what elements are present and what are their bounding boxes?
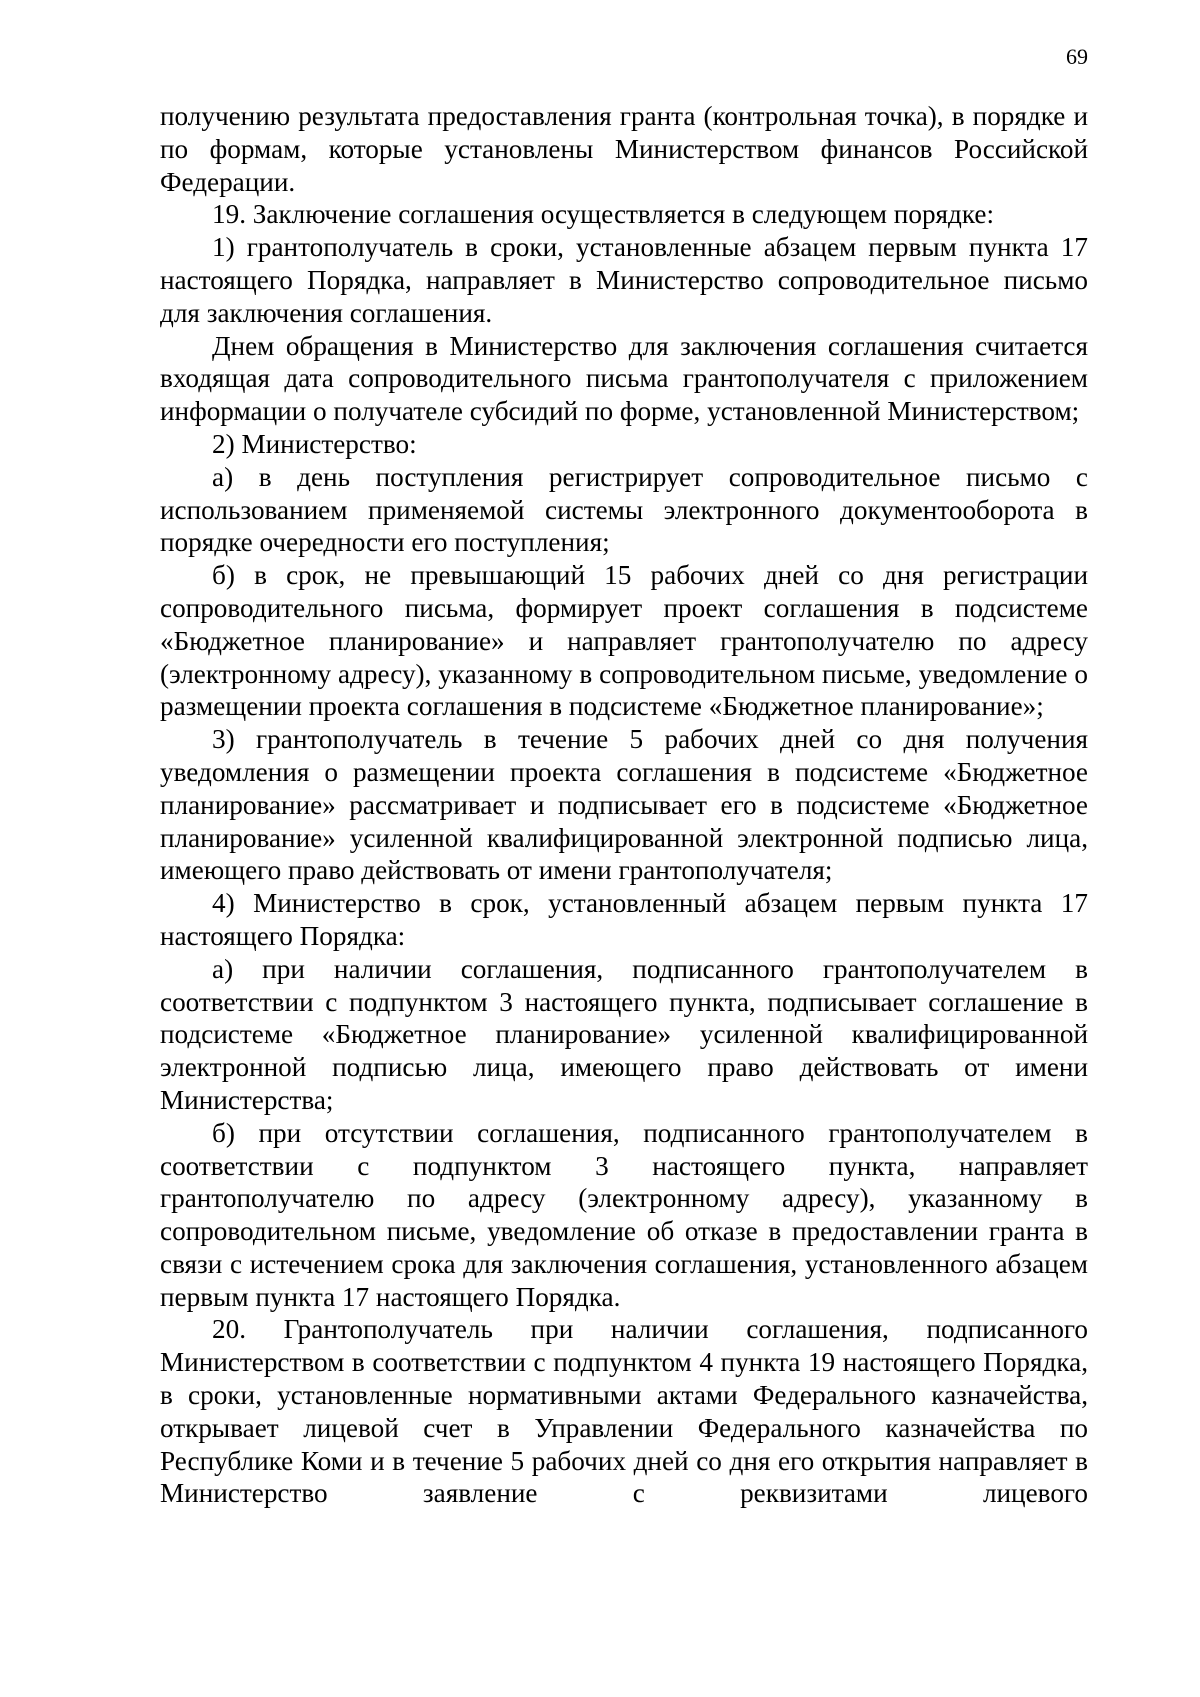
paragraph-subitem-1: 1) грантополучатель в сроки, установленные абзацем первым пункта 17 настоящего Порядка, направляет в Министерство сопроводительное письмо для заключения соглашения. xyxy=(160,232,1088,328)
paragraph-subitem-4a: а) при наличии соглашения, подписанного грантополучателем в соответствии с подпунктом 3 настоящего пункта, подписывает соглашение в подсистеме «Бюджетное планирование» усиленной квалифицированной электронной подписью лица, имеющего право действовать от имени Министерства; xyxy=(160,953,1088,1115)
paragraph-application-date: Днем обращения в Министерство для заключения соглашения считается входящая дата сопроводительного письма грантополучателя с приложением информации о получателе субсидий по форме, установленной Министерством; xyxy=(160,330,1088,427)
paragraph-subitem-2a: а) в день поступления регистрирует сопроводительное письмо с использованием применяемой системы электронного документооборота в порядке очередности его поступления; xyxy=(160,461,1088,558)
paragraph-item-20: 20. Грантополучатель при наличии соглашения, подписанного Министерством в соответствии с подпунктом 4 пункта 19 настоящего Порядка, в сроки, установленные нормативными актами Федерального казначейства, открывает лицевой счет в Управлении Федерального казначейства по Республике Коми и в течение 5 рабочих дней со дня его открытия направляет в Министерство заявление с реквизитами лицевого xyxy=(160,1314,1088,1509)
paragraph-item-19: 19. Заключение соглашения осуществляется в следующем порядке: xyxy=(212,199,995,230)
paragraph-subitem-3: 3) грантополучатель в течение 5 рабочих дней со дня получения уведомления о размещении проекта соглашения в подсистеме «Бюджетное планирование» рассматривает и подписывает его в подсистеме «Бюджетное планирование» усиленной квалифицированной электронной подписью лица, имеющего право действовать от имени грантополучателя; xyxy=(160,724,1088,886)
paragraph-subitem-4b: б) при отсутствии соглашения, подписанного грантополучателем в соответствии с подпунктом 3 настоящего пункта, направляет грантополучателю по адресу (электронному адресу), указанному в сопроводительном письме, уведомление об отказе в предоставлении гранта в связи с истечением срока для заключения соглашения, установленного абзацем первым пункта 17 настоящего Порядка. xyxy=(160,1117,1088,1312)
document-body xyxy=(160,100,1088,1510)
paragraph-subitem-4: 4) Министерство в срок, установленный абзацем первым пункта 17 настоящего Порядка: xyxy=(160,888,1088,951)
paragraph-subitem-2b: б) в срок, не превышающий 15 рабочих дней со дня регистрации сопроводительного письма, формирует проект соглашения в подсистеме «Бюджетное планирование» и направляет грантополучателю по адресу (электронному адресу), указанному в сопроводительном письме, уведомление о размещении проекта соглашения в подсистеме «Бюджетное планирование»; xyxy=(160,560,1088,722)
paragraph-continuation: получению результата предоставления гранта (контрольная точка), в порядке и по формам, которые установлены Министерством финансов Российской Федерации. xyxy=(160,101,1088,197)
paragraph-subitem-2: 2) Министерство: xyxy=(212,428,417,459)
page-number: 69 xyxy=(1066,44,1088,69)
